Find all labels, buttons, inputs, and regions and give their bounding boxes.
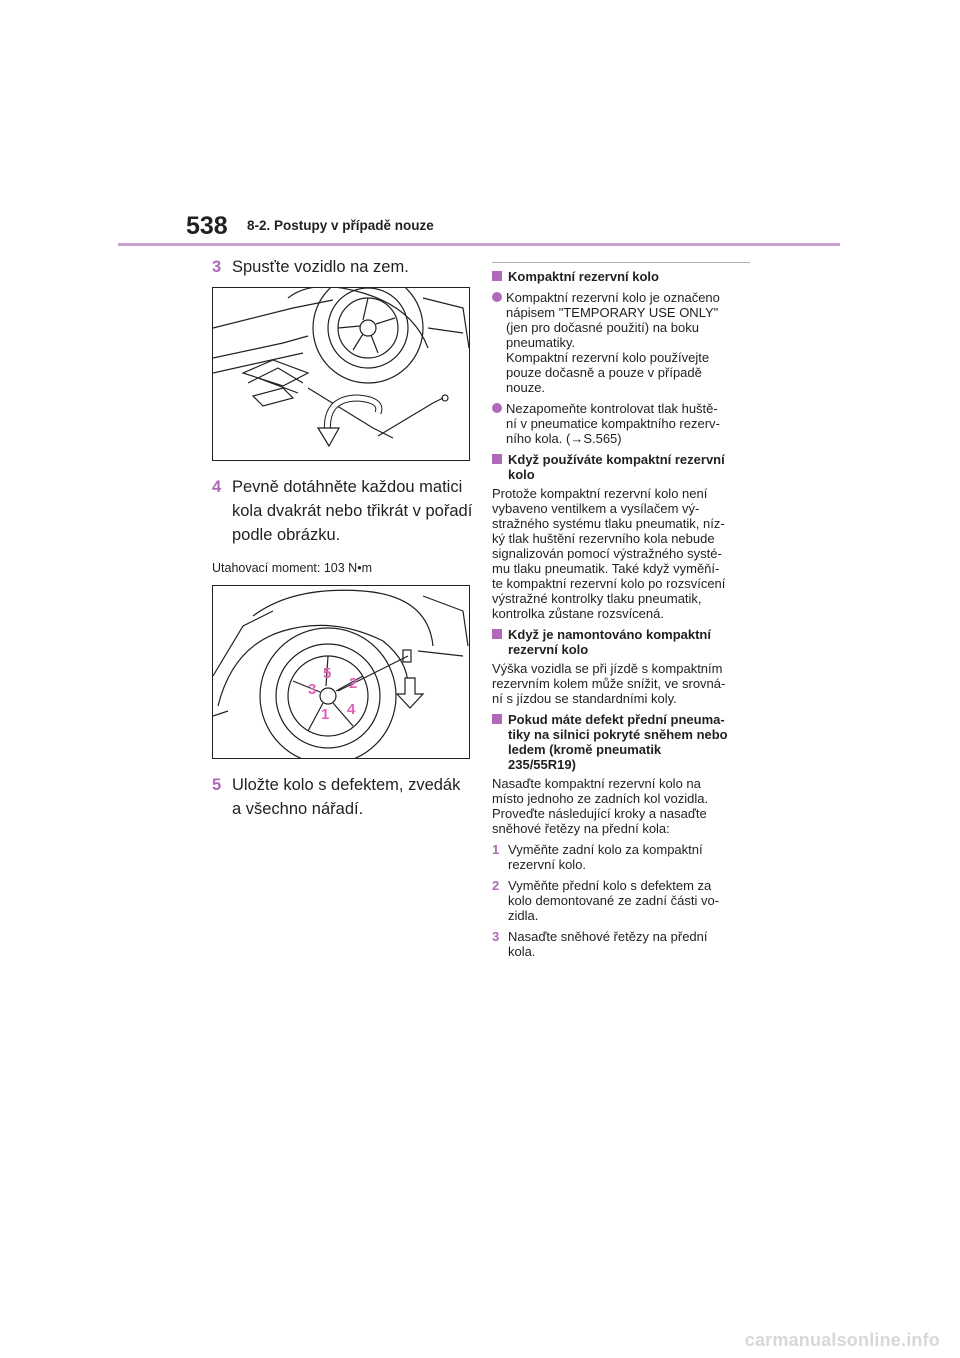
bullet-marking <box>492 290 750 395</box>
text-line: nápisem "TEMPORARY USE ONLY" <box>506 305 719 320</box>
step-4 <box>212 475 474 547</box>
text-line: Kompaktní rezervní kolo používejte <box>506 350 710 365</box>
chain-step-1 <box>492 842 750 872</box>
heading-text: 235/55R19) <box>508 757 576 772</box>
square-bullet-icon <box>492 714 502 724</box>
page-number: 538 <box>186 212 228 240</box>
figure-tighten-nuts <box>212 585 470 759</box>
square-bullet-icon <box>492 454 502 464</box>
step-3 <box>212 255 474 279</box>
text-line: rezervní kolo. <box>508 857 587 872</box>
heading-text: Když používáte kompaktní rezervní <box>508 452 725 467</box>
text-line: (jen pro dočasné použití) na boku <box>506 320 699 335</box>
paragraph-snow-chains <box>492 776 750 836</box>
jack-lowering-illustration <box>213 288 469 460</box>
text-line: Nasaďte kompaktní rezervní kolo na <box>492 776 701 791</box>
paragraph-tpms <box>492 486 750 621</box>
step-number: 2 <box>492 878 500 893</box>
text-line: stražného systému tlaku pneumatik, níz- <box>492 516 725 531</box>
section-title: 8-2. Postupy v případě nouze <box>247 218 434 233</box>
nut-label-4: 4 <box>347 701 356 718</box>
left-column <box>212 255 474 821</box>
heading-text: ledem (kromě pneumatik <box>508 742 662 757</box>
text-line: te kompaktní rezervní kolo po rozsvícení <box>492 576 726 591</box>
lug-nut-order-illustration <box>213 586 469 758</box>
text-line: kola. <box>508 944 536 959</box>
heading-text: Když je namontováno kompaktní <box>508 627 711 642</box>
text-line: zidla. <box>508 908 539 923</box>
text-line: mu tlaku pneumatik. Také když vyměňí- <box>492 561 720 576</box>
text-line: ký tlak huštění rezervního kola nebude <box>492 531 715 546</box>
paragraph-height <box>492 661 750 706</box>
text-line: nouze. <box>506 380 546 395</box>
square-bullet-icon <box>492 271 502 281</box>
step-text-line: kola dvakrát nebo třikrát v pořadí <box>232 502 473 520</box>
text-line: pouze dočasně a pouze v případě <box>506 365 702 380</box>
text-line: ní s jízdou se standardními koly. <box>492 691 677 706</box>
figure-lower-vehicle <box>212 287 470 461</box>
step-number: 1 <box>492 842 500 857</box>
chain-step-3 <box>492 929 750 959</box>
column-rule <box>492 262 750 263</box>
text-line: Nasaďte sněhové řetězy na přední <box>508 929 708 944</box>
heading-compact-spare <box>492 269 750 284</box>
step-number: 3 <box>212 258 222 276</box>
text-line: Nezapomeňte kontrolovat tlak huště- <box>506 401 718 416</box>
heading-text: tiky na silnici pokryté sněhem nebo <box>508 727 728 742</box>
step-text-line: Uložte kolo s defektem, zvedák <box>232 776 461 794</box>
text-line: kolo demontované ze zadní části vo- <box>508 893 720 908</box>
heading-text: kolo <box>508 467 535 482</box>
text-line: rezervním kolem může snížit, ve srovná- <box>492 676 726 691</box>
step-number: 5 <box>212 776 222 794</box>
heading-text: Kompaktní rezervní kolo <box>508 269 659 284</box>
text-line: vybaveno ventilkem a vysílačem vý- <box>492 501 700 516</box>
step-text-line: Pevně dotáhněte každou matici <box>232 478 463 496</box>
text-line: výstražné kontrolky tlaku pneumatik, <box>492 591 702 606</box>
square-bullet-icon <box>492 629 502 639</box>
text-line: Vyměňte přední kolo s defektem za <box>508 878 712 893</box>
nut-label-3: 3 <box>308 681 317 698</box>
text-line: Vyměňte zadní kolo za kompaktní <box>508 842 703 857</box>
step-text-line: a všechno nářadí. <box>232 800 364 818</box>
heading-spare-installed <box>492 627 750 657</box>
heading-using-spare <box>492 452 750 482</box>
text-line: kontrolka zůstane rozsvícená. <box>492 606 664 621</box>
step-number: 4 <box>212 478 222 496</box>
text-line: Výška vozidla se při jízdě s kompaktním <box>492 661 723 676</box>
text-line: ní v pneumatice kompaktního rezerv- <box>506 416 720 431</box>
round-bullet-icon <box>492 403 502 413</box>
watermark: carmanualsonline.info <box>744 1330 940 1350</box>
heading-text: Pokud máte defekt přední pneuma- <box>508 712 725 727</box>
heading-text: rezervní kolo <box>508 642 589 657</box>
text-line: sněhové řetězy na přední kola: <box>492 821 670 836</box>
nut-label-1: 1 <box>321 706 330 723</box>
text-line: Kompaktní rezervní kolo je označeno <box>506 290 720 305</box>
nut-label-2: 2 <box>349 675 358 692</box>
round-bullet-icon <box>492 292 502 302</box>
right-column <box>492 262 750 959</box>
header-rule <box>118 243 840 246</box>
text-line: pneumatiky. <box>506 335 576 350</box>
heading-front-flat-snow <box>492 712 750 772</box>
text-line: ního kola. (→S.565) <box>506 431 622 446</box>
nut-label-5: 5 <box>323 665 332 682</box>
text-line: Protože kompaktní rezervní kolo není <box>492 486 708 501</box>
bullet-pressure <box>492 401 750 446</box>
step-5 <box>212 773 474 821</box>
text-line: signalizován pomocí výstražného systé- <box>492 546 722 561</box>
text-line: místo jednoho ze zadních kol vozidla. <box>492 791 709 806</box>
torque-spec: Utahovací moment: 103 N•m <box>212 561 372 575</box>
step-text: Spusťte vozidlo na zem. <box>232 258 409 276</box>
text-line: Proveďte následující kroky a nasaďte <box>492 806 707 821</box>
chain-step-2 <box>492 878 750 923</box>
step-number: 3 <box>492 929 500 944</box>
step-text-line: podle obrázku. <box>232 526 341 544</box>
